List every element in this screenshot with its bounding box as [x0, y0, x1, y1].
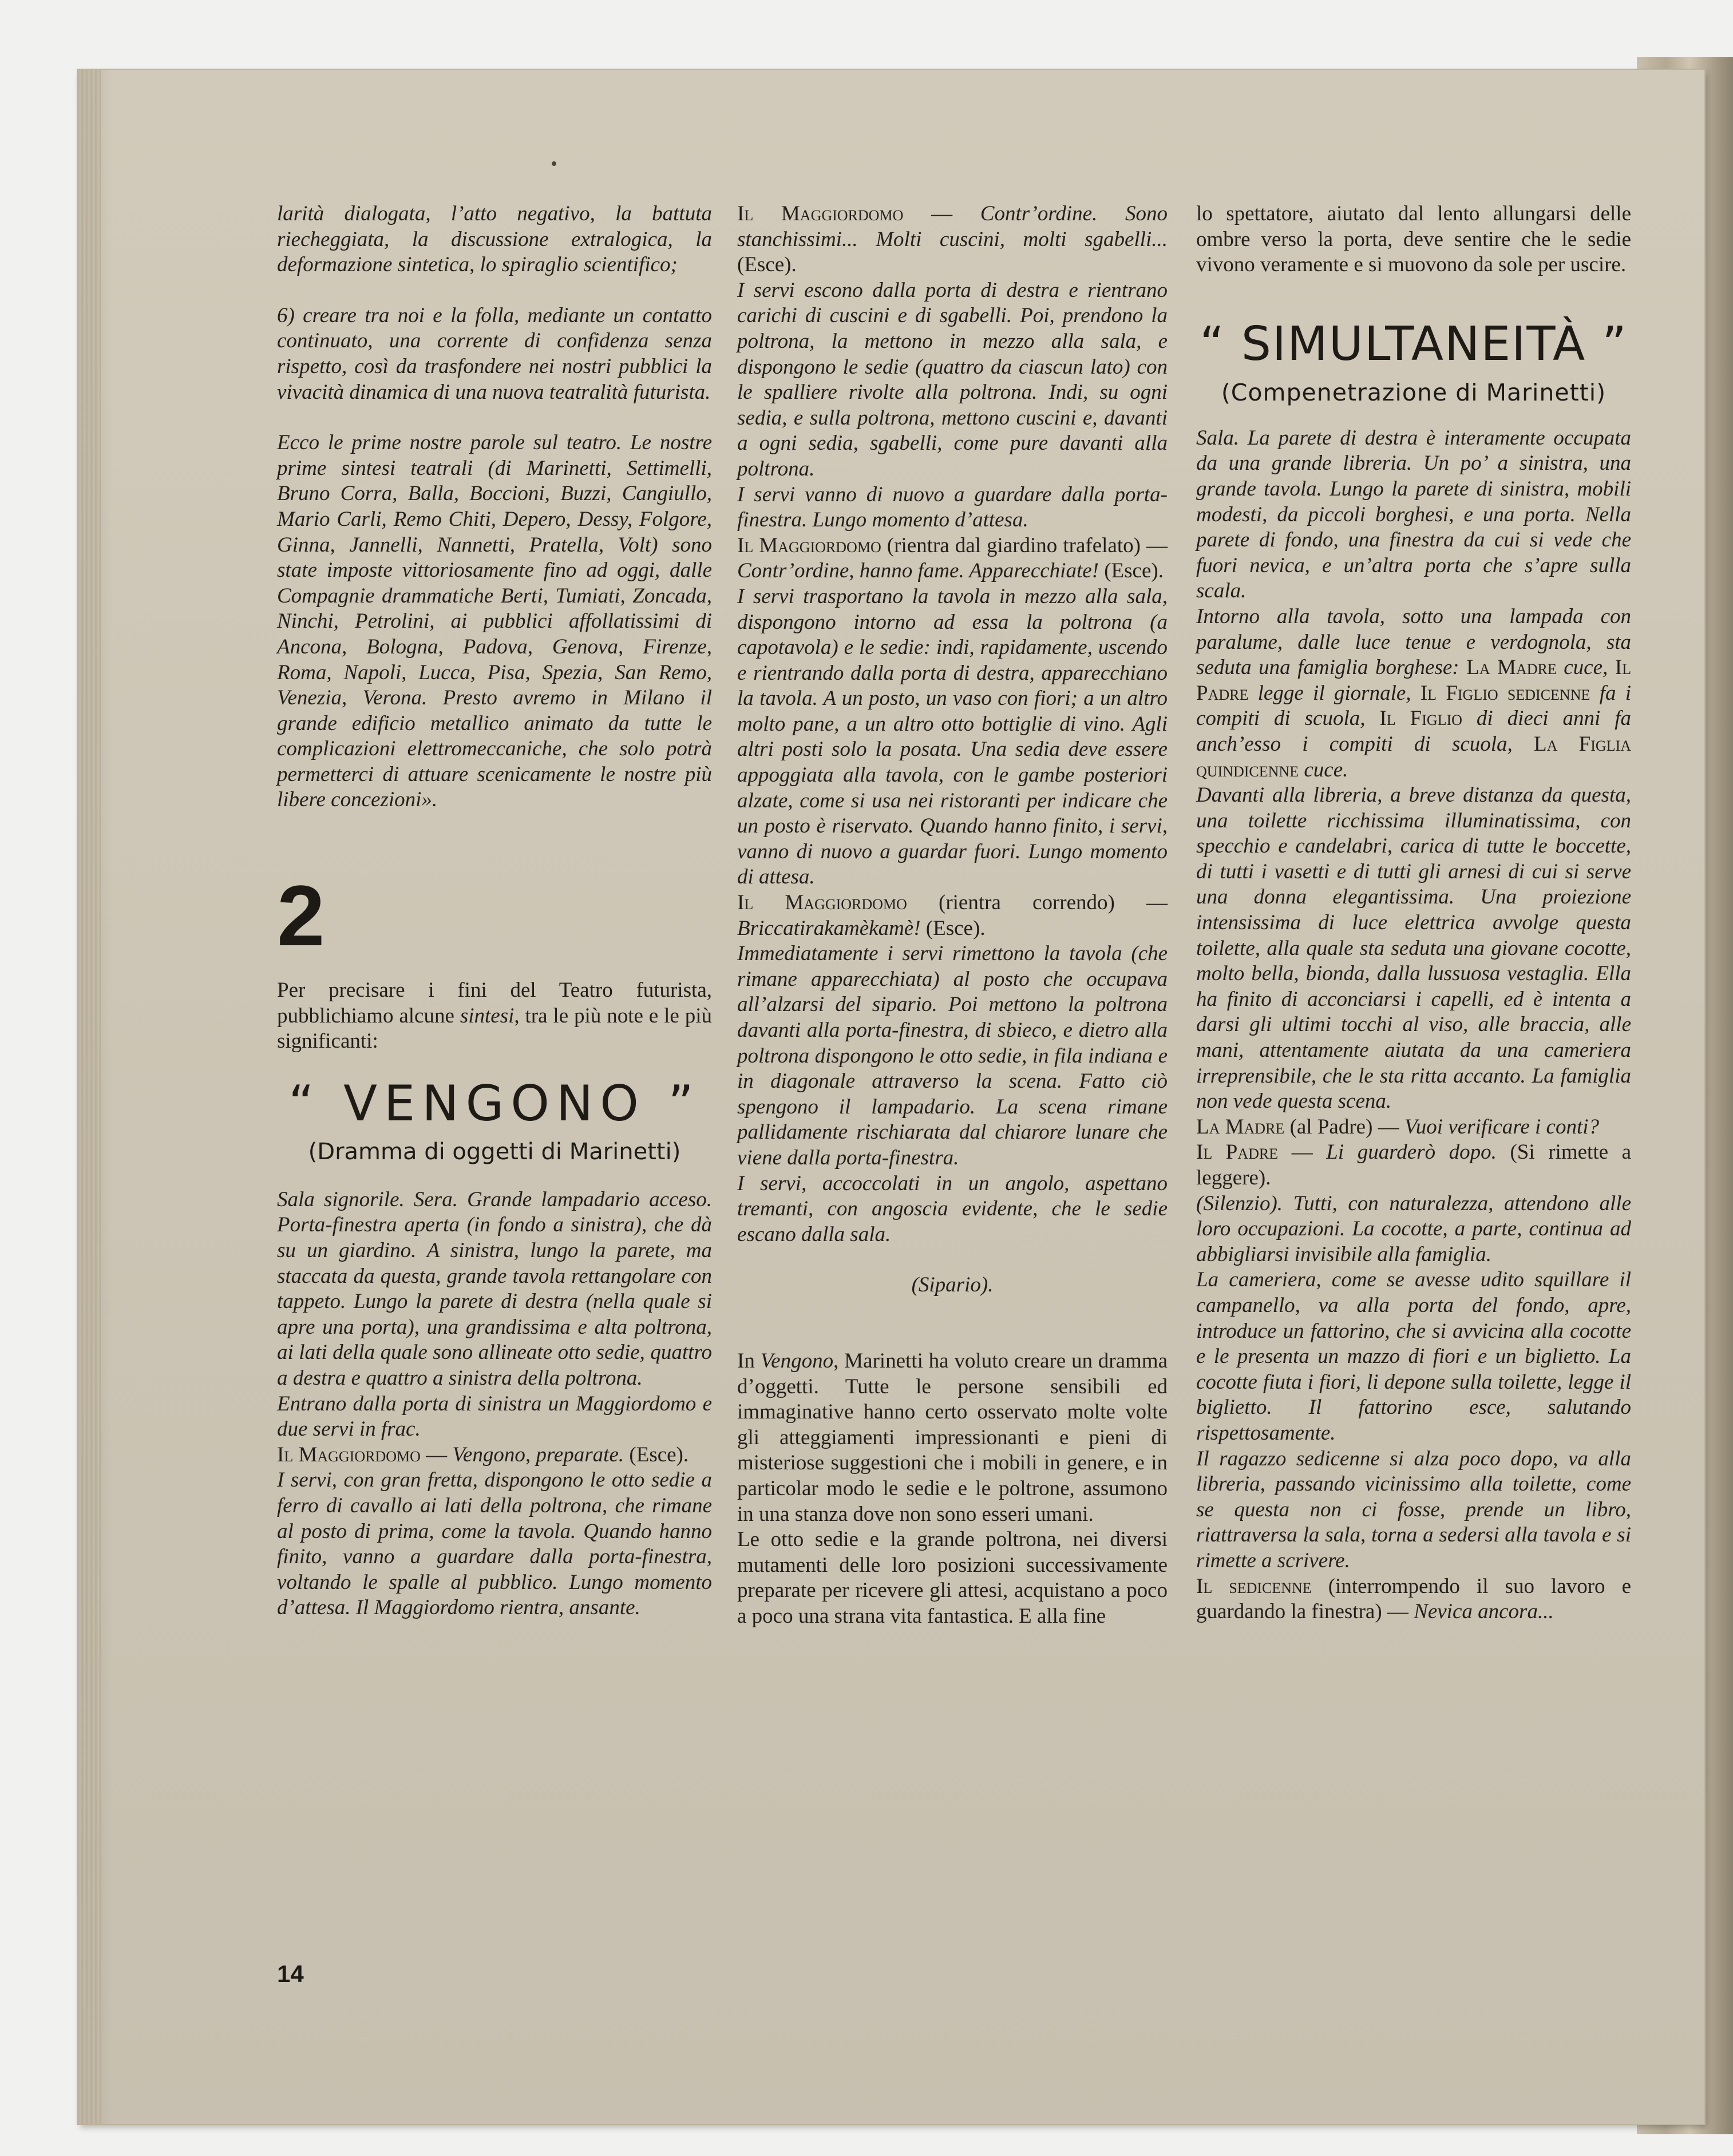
stage-direction: I servi escono dalla porta di destra e rientrano carichi di cuscini e di sgabelli. Poi, prendono la poltrona, la mettono in mezzo alla sala, e dispongono le sedie (quattro da ciascun lato) con le spalliere rivolte alla poltrona. Indi, su ogni sedia, e sulla poltrona, mettono cuscini e, davanti a ogni sedia, sgabelli, come pure davanti alla poltrona.: [737, 278, 1168, 481]
dialogue-line: Il Maggiordomo (rientra correndo) — Briccatirakamèkamè! (Esce).: [737, 891, 1168, 940]
stage-direction: Immediatamente i servi rimettono la tavola (che rimane apparecchiata) al posto che occupava all’alzarsi del sipario. Poi mettono la poltrona davanti alla porta-finestra, di sbieco, e dietro alla poltrona dispongono le otto sedie, in fila indiana e in diagonale attraverso la scena. Fatto ciò spengono il lampadario. La scena rimane pallidamente rischiarata dal chiarore lunare che viene dalla porta-finestra.: [737, 942, 1168, 1170]
speaker: La Madre: [1196, 1115, 1285, 1139]
dialogue-line: Il Padre — Li guarderò dopo. (Si rimette a leggere).: [1196, 1140, 1632, 1190]
play-title: “ VENGONO ”: [288, 1075, 701, 1132]
speaker: La Madre: [1466, 656, 1557, 680]
page-number: 14: [277, 1960, 304, 1987]
stage-direction: Intorno alla tavola, sotto una lampada con paralume, dalle luce tenue e verdognola, sta seduta una famiglia borghese: La Madre cuce, Il Padre legge il giornale, Il Figlio sedicenne fa i compiti di scuola, Il Figlio di dieci anni fa anch’esso i compiti di scuola, La Figlia quindicenne cuce.: [1196, 604, 1632, 782]
speaker: Il Figlio: [1379, 707, 1462, 731]
stage-direction: I servi trasportano la tavola in mezzo alla sala, dispongono intorno ad essa la poltrona (a capotavola) e le sedie: indi, rapidamente, uscendo e rientrando dalla porta di destra, apparecchiano la tavola. A un posto, un vaso con fiori; a un altro molto pane, a un altro otto bottiglie di vino. Agli altri posti solo la posata. Una sedia deve essere appoggiata alla tavola, con le gambe posteriori alzate, come si usa nei ristoranti per indicare che un posto è riservato. Quando hanno finito, i servi, vanno di nuovo a guardar fuori. Lungo momento di attesa.: [737, 584, 1168, 889]
play-subtitle: (Dramma di oggetti di Marinetti): [308, 1138, 681, 1165]
paragraph: larità dialogata, l’atto negativo, la battuta riecheggiata, la discussione extralogica, la deformazione sintetica, lo spiraglio scientifico;: [277, 202, 712, 277]
stage-direction: (Silenzio). Tutti, con naturalezza, attendono alle loro occupazioni. La cocotte, a parte, continua ad abbigliarsi invisibile alla famiglia.: [1196, 1191, 1631, 1266]
paragraph: In Vengono, Marinetti ha voluto creare un dramma d’oggetti. Tutte le persone sensibili ed immaginative hanno certo osservato molte volte gli atteggiamenti impressionanti e pieni di misteriose suggestioni che i mobili in genere, e in particolar modo le sedie e le poltrone, assumono in una stanza dove non sono esseri umani.: [737, 1349, 1168, 1526]
stage-direction: I servi, accoccolati in un angolo, aspettano tremanti, con angoscia evidente, che le sedie escano dalla sala.: [737, 1171, 1168, 1246]
column-right: [1196, 201, 1631, 1625]
speaker: Il sedicenne: [1196, 1574, 1312, 1598]
paper-speck: [552, 161, 556, 166]
paragraph: 6) creare tra noi e la folla, mediante un contatto continuato, una corrente di confidenza senza rispetto, così da trasfondere nei nostri pubblici la vivacità dinamica di una nuova teatralità futurista.: [277, 303, 712, 404]
dialogue-line: Il Maggiordomo — Contr’ordine. Sono stanchissimi... Molti cuscini, molti sgabelli... (Esce).: [737, 202, 1168, 277]
dialogue-line: Il Maggiordomo — Vengono, preparate. (Esce).: [277, 1442, 689, 1467]
column-left: [277, 201, 712, 1621]
column-middle: [737, 201, 1168, 1629]
speaker: Il Maggiordomo: [737, 202, 904, 225]
paragraph: lo spettatore, aiutato dal lento allungarsi delle ombre verso la porta, deve sentire che le sedie vivono veramente e si muovono da sole per uscire.: [1196, 202, 1631, 277]
stage-direction: Il ragazzo sedicenne si alza poco dopo, va alla libreria, passando vicinissimo alla toilette, come se questa non ci fosse, prende un libro, riattraversa la sala, torna a sedersi alla tavola e si rimette a scrivere.: [1196, 1446, 1631, 1572]
dialogue-line: Il Maggiordomo (rientra dal giardino trafelato) — Contr’ordine, hanno fame. Apparecchiate! (Esce).: [737, 533, 1168, 583]
speaker: Il Padre: [1196, 656, 1631, 705]
speaker: Il Figlio sedicenne: [1420, 681, 1590, 705]
stage-direction: I servi, con gran fretta, dispongono le otto sedie a ferro di cavallo ai lati della poltrona, che rimane al posto di prima, come la tavola. Quando hanno finito, vanno a guardare dalla porta-finestra, voltando le spalle al pubblico. Lungo momento d’attesa. Il Maggiordomo rientra, ansante.: [277, 1468, 712, 1620]
stage-direction: Davanti alla libreria, a breve distanza da questa, una toilette ricchissima illuminatissima, con specchio e candelabri, carica di tutte le boccette, di tutti i vasetti e di tutti gli arnesi di cui si serve una donna elegantissima. Una proiezione intensissima di luce elettrica avvolge questa toilette, alla quale sta seduta una giovane cocotte, molto bella, bionda, dalla lussuosa vestaglia. Ella ha finito di acconciarsi i capelli, ed è intenta a darsi gli ultimi tocchi al viso, alle braccia, alle mani, attentamente aiutata da una cameriera irreprensibile, che le sta ritta accanto. La famiglia non vede questa scena.: [1196, 783, 1631, 1113]
dialogue-line: Il sedicenne (interrompendo il suo lavoro e guardando la finestra) — Nevica ancora...: [1196, 1574, 1631, 1624]
speaker: Il Maggiordomo: [737, 533, 881, 557]
play-title: “ SIMULTANEITÀ ”: [1200, 316, 1628, 371]
speaker: Il Maggiordomo: [737, 891, 907, 915]
speaker: Il Padre: [1196, 1140, 1279, 1164]
section-number: 2: [277, 867, 323, 964]
stage-direction: Sala. La parete di destra è interamente occupata da una grande libreria. Un po’ a sinistra, una grande tavola. Lungo la parete di sinistra, mobili modesti, da piccoli borghesi, e una porta. Nella parete di fondo, una finestra da cui si vede che fuori nevica, e un’altra porta che s’apre sulla scala.: [1196, 426, 1631, 603]
dialogue-line: La Madre (al Padre) — Vuoi verificare i conti?: [1196, 1115, 1600, 1139]
stage-direction: Entrano dalla porta di sinistra un Maggiordomo e due servi in frac.: [277, 1392, 712, 1441]
paragraph: Ecco le prime nostre parole sul teatro. Le nostre prime sintesi teatrali (di Marinetti, Settimelli, Bruno Corra, Balla, Boccioni, Buzzi, Cangiullo, Mario Carli, Remo Chiti, Depero, Dessy, Folgore, Ginna, Jannelli, Nannetti, Pratella, Volt) sono state imposte vittoriosamente fino ad oggi, dalle Compagnie drammatiche Berti, Tumiati, Zoncada, Ninchi, Petrolini, ai pubblici affollatissimi di Ancona, Bologna, Padova, Genova, Firenze, Roma, Napoli, Lucca, Pisa, Spezia, San Remo, Venezia, Verona. Presto avremo in Milano il grande edificio metallico animato da tutte le complicazioni elettromeccaniche, che solo potrà permetterci di attuare scenicamente le nostre più libere concezioni».: [277, 431, 712, 812]
speaker: La Figlia quindicenne: [1196, 732, 1631, 782]
sipario: (Sipario).: [911, 1273, 994, 1297]
play-subtitle: (Compenetrazione di Marinetti): [1221, 378, 1607, 406]
stage-direction: Sala signorile. Sera. Grande lampadario acceso. Porta-finestra aperta (in fondo a sinistra), che dà su un giardino. A sinistra, lungo la parete, ma staccata da questa, grande tavola rettangolare con tappeto. Lungo la parete di destra (nella quale si apre una porta), una grandissima e alta poltrona, ai lati della quale sono allineate otto sedie, quattro a destra e quattro a sinistra della poltrona.: [277, 1187, 712, 1390]
stage-direction: I servi vanno di nuovo a guardare dalla porta-finestra. Lungo momento d’attesa.: [737, 482, 1168, 532]
paragraph: Per precisare i fini del Teatro futurista, pubblichiamo alcune sintesi, tra le più note e le più significanti:: [277, 978, 712, 1053]
paragraph: Le otto sedie e la grande poltrona, nei diversi mutamenti delle loro posizioni successivamente preparate per ricevere gli attesi, acquistano a poco a poco una strana vita fantastica. E alla fine: [737, 1528, 1168, 1628]
speaker: Il Maggiordomo: [277, 1442, 421, 1467]
stage-direction: La cameriera, come se avesse udito squillare il campanello, va alla porta del fondo, apre, introduce un fattorino, che si avvicina alla cocotte e le presenta un mazzo di fiori e un biglietto. La cocotte fiuta i fiori, li depone sulla toilette, legge il biglietto. Il fattorino esce, salutando rispettosamente.: [1196, 1268, 1631, 1445]
